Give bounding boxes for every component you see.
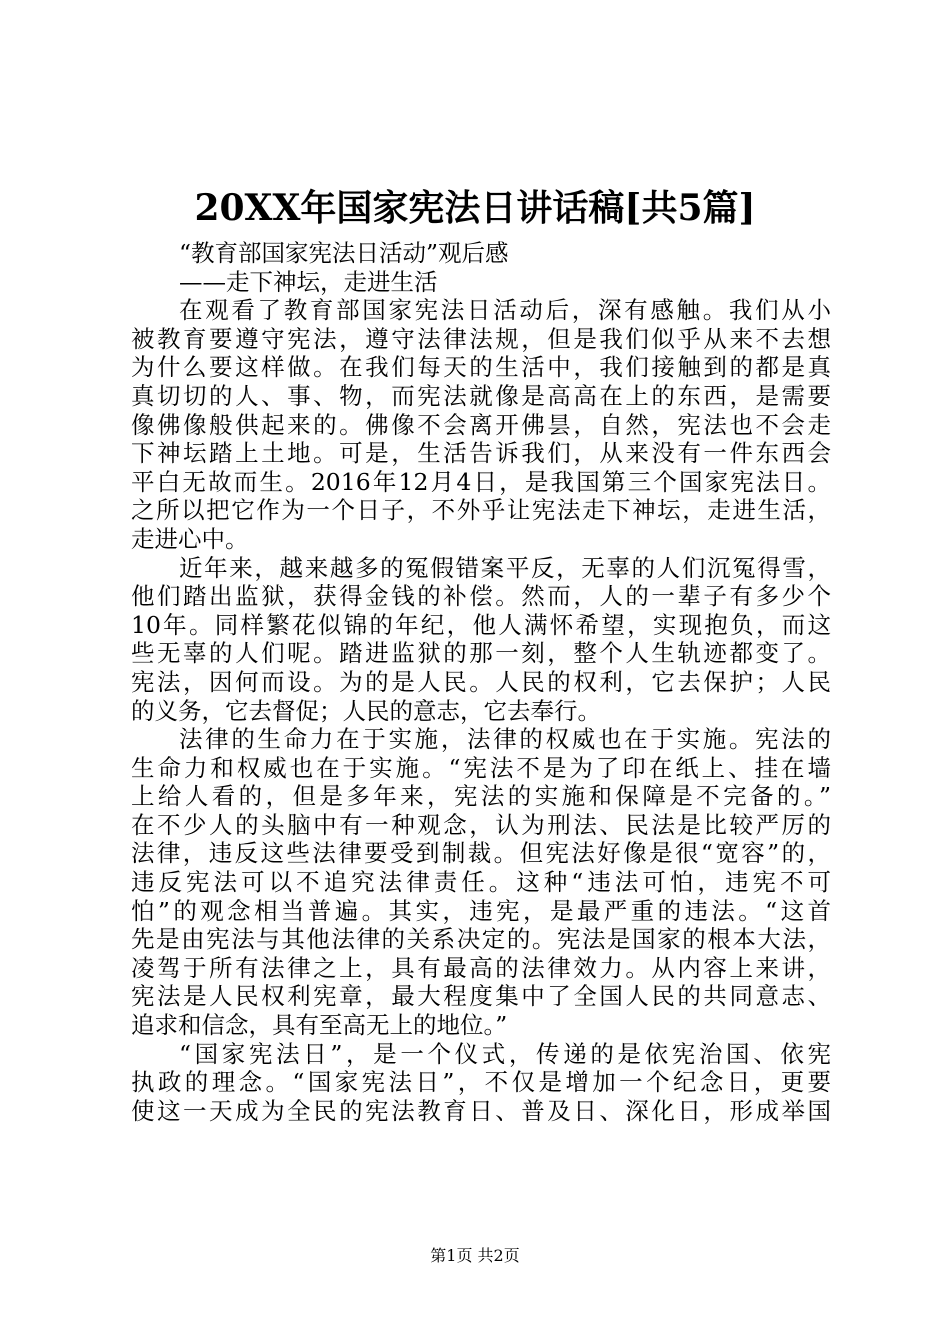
text-line: “教育部国家宪法日活动”观后感 [179, 239, 509, 267]
text-line: 他们踏出监狱，获得金钱的补偿。然而，人的一辈子有多少个 [131, 582, 831, 611]
text-line: 平白无故而生。2016年12月4日，是我国第三个国家宪法日。 [131, 467, 831, 496]
text-line: 走进心中。 [131, 524, 249, 553]
text-line: 真切切的人、事、物，而宪法就像是高高在上的东西，是需要 [131, 381, 831, 410]
text-line: 10年。同样繁花似锦的年纪，他人满怀希望，实现抱负，而这 [131, 610, 831, 639]
text-line: 在观看了教育部国家宪法日活动后，深有感触。我们从小 [179, 296, 831, 325]
text-line: 违反宪法可以不追究法律责任。这种“违法可怕，违宪不可 [131, 868, 831, 897]
text-line: 使这一天成为全民的宪法教育日、普及日、深化日，形成举国 [131, 1096, 831, 1125]
text-line: 生命力和权威也在于实施。“宪法不是为了印在纸上、挂在墙 [131, 753, 831, 782]
text-line: 先是由宪法与其他法律的关系决定的。宪法是国家的根本大法， [131, 925, 831, 954]
text-line: 宪法，因何而设。为的是人民。人民的权利，它去保护；人民 [131, 667, 831, 696]
text-line: 凌驾于所有法律之上，具有最高的法律效力。从内容上来讲， [131, 953, 831, 982]
text-line: “国家宪法日”，是一个仪式，传递的是依宪治国、依宪 [179, 1039, 831, 1068]
text-line: 下神坛踏上土地。可是，生活告诉我们，从来没有一件东西会 [131, 439, 831, 468]
text-line: 的义务，它去督促；人民的意志，它去奉行。 [131, 696, 601, 725]
page-footer: 第1页 共2页 [430, 1246, 520, 1265]
text-line: ——走下神坛，走进生活 [179, 267, 438, 296]
text-line: 在不少人的头脑中有一种观念，认为刑法、民法是比较严厉的 [131, 810, 831, 839]
document-body [131, 239, 831, 1125]
document-title: 20XX年国家宪法日讲话稿[共5篇] [194, 187, 756, 229]
text-line: 被教育要遵守宪法，遵守法律法规，但是我们似乎从来不去想 [131, 324, 831, 353]
text-line: 执政的理念。“国家宪法日”，不仅是增加一个纪念日，更要 [131, 1068, 831, 1097]
text-line: 近年来，越来越多的冤假错案平反，无辜的人们沉冤得雪， [179, 553, 831, 582]
text-line: 些无辜的人们呢。踏进监狱的那一刻，整个人生轨迹都变了。 [131, 639, 831, 668]
text-line: 法律的生命力在于实施，法律的权威也在于实施。宪法的 [179, 725, 831, 754]
text-line: 法律，违反这些法律要受到制裁。但宪法好像是很“宽容”的， [131, 839, 831, 868]
text-line: 追求和信念，具有至高无上的地位。” [131, 1011, 508, 1040]
text-line: 为什么要这样做。在我们每天的生活中，我们接触到的都是真 [131, 353, 831, 382]
text-line: 怕”的观念相当普遍。其实，违宪，是最严重的违法。“这首 [131, 896, 831, 925]
text-line: 之所以把它作为一个日子，不外乎让宪法走下神坛，走进生活， [131, 496, 831, 525]
text-line: 宪法是人民权利宪章，最大程度集中了全国人民的共同意志、 [131, 982, 831, 1011]
text-line: 上给人看的，但是多年来，宪法的实施和保障是不完备的。” [131, 782, 831, 811]
text-line: 像佛像般供起来的。佛像不会离开佛昙，自然，宪法也不会走 [131, 410, 831, 439]
